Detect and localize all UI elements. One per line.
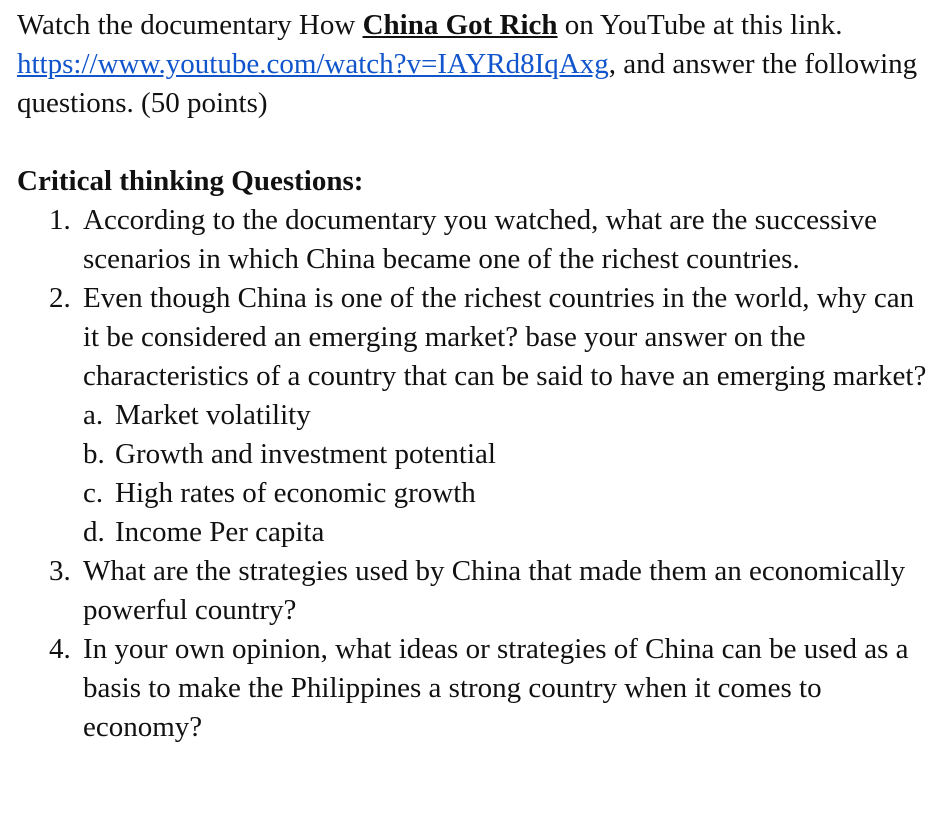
question-text: In your own opinion, what ideas or strategies of China can be used as a basis to make the Philippines a strong country when it comes to economy? <box>83 633 909 743</box>
question-text: What are the strategies used by China that made them an economically powerful country? <box>83 555 906 626</box>
question-number: 2. <box>49 282 71 314</box>
characteristic-text: High rates of economic growth <box>115 477 476 509</box>
characteristic-item <box>83 435 937 474</box>
characteristic-item <box>83 513 937 552</box>
characteristic-letter: d. <box>83 516 105 548</box>
characteristic-letter: a. <box>83 399 104 431</box>
question-item-4 <box>17 630 937 747</box>
intro-text-before: Watch the documentary How <box>17 9 363 41</box>
question-item-2 <box>17 279 937 552</box>
intro-text-middle: on YouTube at this link. <box>557 9 843 41</box>
document-page <box>17 6 937 747</box>
question-text: According to the documentary you watched, what are the successive scenarios in which China became one of the richest countries. <box>83 204 877 275</box>
section-heading: Critical thinking Questions: <box>17 165 364 197</box>
characteristic-letter: c. <box>83 477 104 509</box>
characteristic-item <box>83 474 937 513</box>
documentary-title: China Got Rich <box>362 9 558 41</box>
characteristics-list <box>83 396 937 552</box>
question-text: Even though China is one of the richest countries in the world, why can it be considered an emerging market? base your answer on the characteristics of a country that can be said to have an emerging market? <box>83 282 927 392</box>
youtube-link[interactable]: https://www.youtube.com/watch?v=IAYRd8IqAxg <box>17 48 609 80</box>
characteristic-text: Market volatility <box>115 399 311 431</box>
question-number: 3. <box>49 555 71 587</box>
question-number: 1. <box>49 204 71 236</box>
question-item-3 <box>17 552 937 630</box>
characteristic-letter: b. <box>83 438 105 470</box>
question-item-1 <box>17 201 937 279</box>
question-list <box>17 201 937 747</box>
question-number: 4. <box>49 633 71 665</box>
intro-text-after: , and answer the following questions. (50 points) <box>17 48 918 119</box>
characteristic-item <box>83 396 937 435</box>
characteristic-text: Income Per capita <box>115 516 325 548</box>
intro-paragraph <box>17 6 937 123</box>
characteristic-text: Growth and investment potential <box>115 438 496 470</box>
